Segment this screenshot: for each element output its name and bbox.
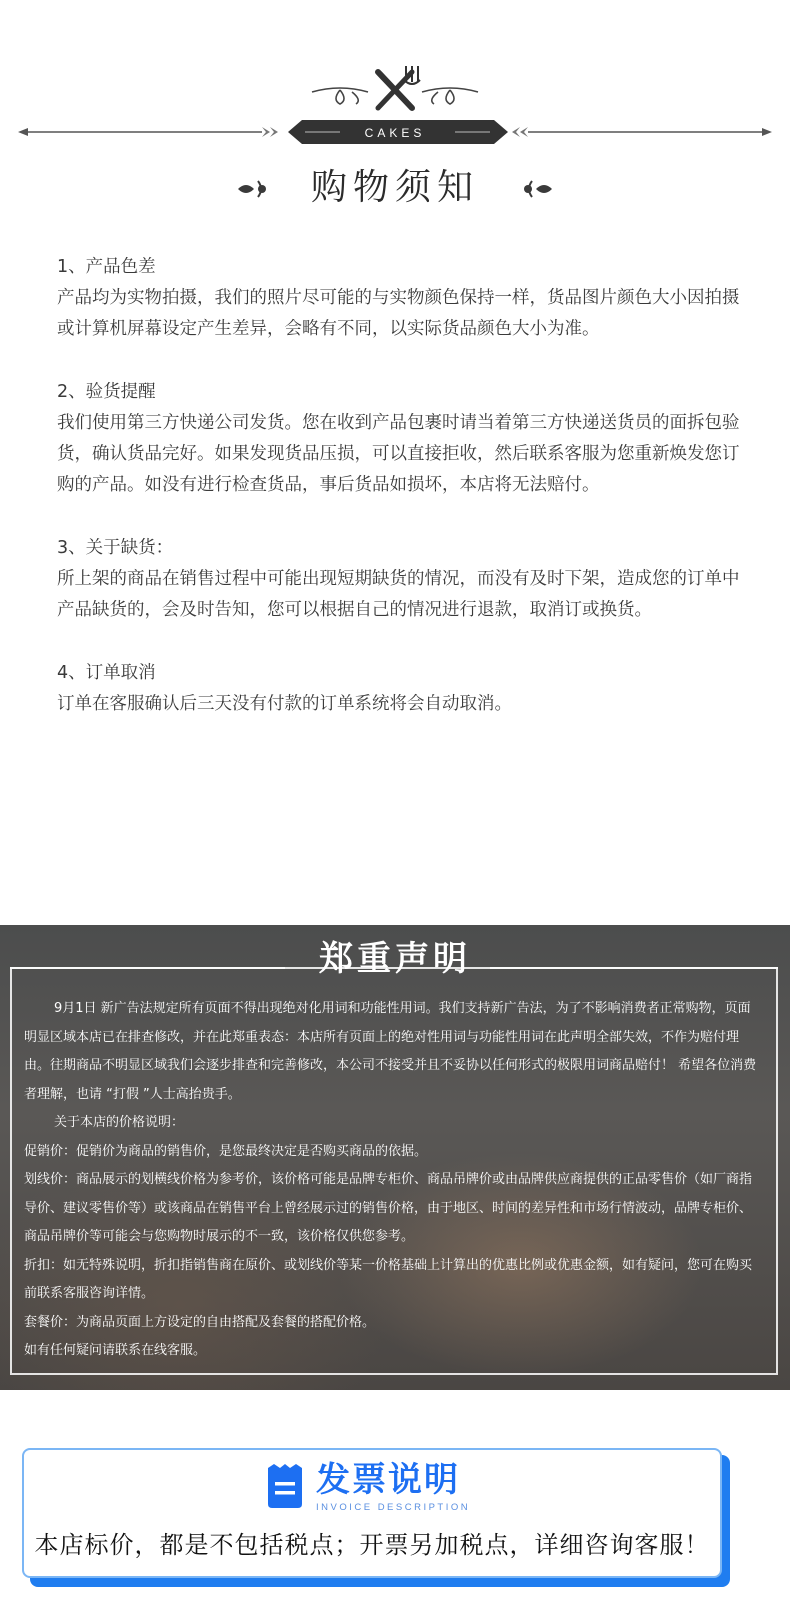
declaration-paragraph: 9月1日 新广告法规定所有页面不得出现绝对化用词和功能性用词。我们支持新广告法，为了不影响消费者正常购物，页面明显区域本店已在排查修改，并在此郑重表态：本店所有页面上的绝对性用词与功能性用词在此声明全部失效，不作为赔付理由。往期商品不明显区域我们会逐步排查和完善修改，本公司不接受并且不妥协以任何形式的极限用词商品赔付！ 希望各位消费者理解，也请 “打假 ”人士高抬贵手。	[24, 1001, 757, 1102]
declaration-paragraph: 折扣：如无特殊说明，折扣指销售商在原价、或划线价等某一价格基础上计算出的优惠比例或优惠金额，如有疑问，您可在购买前联系客服咨询详情。	[24, 1257, 753, 1301]
declaration-panel	[0, 925, 790, 1390]
invoice-subtitle: INVOICE DESCRIPTION	[316, 1502, 471, 1513]
invoice-card	[22, 1448, 722, 1578]
section-heading: 1、产品色差	[57, 257, 156, 277]
declaration-paragraph: 套餐价：为商品页面上方设定的自由搭配及套餐的搭配价格。	[24, 1314, 376, 1330]
invoice-text: 本店标价，都是不包括税点；开票另加税点，详细咨询客服！	[34, 1531, 710, 1559]
declaration-paragraph: 促销价：促销价为商品的销售价，是您最终决定是否购买商品的依据。	[24, 1143, 428, 1159]
header-ornament	[0, 0, 790, 230]
section-body: 订单在客服确认后三天没有付款的订单系统将会自动取消。	[57, 694, 512, 714]
section-heading: 3、关于缺货：	[57, 538, 174, 558]
notice-section-color	[57, 252, 747, 345]
invoice-title: 发票说明	[316, 1460, 460, 1500]
declaration-paragraph: 关于本店的价格说明：	[54, 1115, 185, 1130]
declaration-paragraph: 划线价：商品展示的划横线价格为参考价，该价格可能是品牌专柜价、商品吊牌价或由品牌供应商提供的正品零售价（如厂商指导价、建议零售价等）或该商品在销售平台上曾经展示过的销售价格，由于地区、时间的差异性和市场行情波动，品牌专柜价、商品吊牌价等可能会与您购物时展示的不一致，该价格仅供您参考。	[24, 1172, 753, 1244]
notice-section-stockout	[57, 533, 747, 626]
arrow-line-icon	[512, 127, 772, 137]
fork-knife-icon	[378, 66, 420, 108]
declaration-title: 郑重声明	[319, 939, 471, 979]
declaration-title-wrap	[0, 935, 790, 983]
declaration-paragraph: 如有任何疑问请联系在线客服。	[24, 1343, 207, 1358]
section-heading: 4、订单取消	[57, 663, 156, 683]
shopping-notice	[57, 252, 747, 752]
section-body: 我们使用第三方快递公司发货。您在收到产品包裹时请当着第三方快递送货员的面拆包验货，确认货品完好。如果发现货品压损，可以直接拒收，然后联系客服为您重新焕发您订购的产品。如没有进行检查货品，事后货品如损坏，本店将无法赔付。	[57, 413, 740, 495]
arrow-line-icon	[18, 127, 278, 137]
notice-section-cancel	[57, 658, 747, 720]
invoice-icon	[266, 1464, 304, 1508]
notice-section-inspection	[57, 377, 747, 501]
cakes-badge-label: CAKES	[364, 126, 426, 140]
section-body: 产品均为实物拍摄，我们的照片尽可能的与实物颜色保持一样，货品图片颜色大小因拍摄或计算机屏幕设定产生差异，会略有不同，以实际货品颜色大小为准。	[57, 288, 740, 339]
section-body: 所上架的商品在销售过程中可能出现短期缺货的情况，而没有及时下架，造成您的订单中产品缺货的，会及时告知，您可以根据自己的情况进行退款，取消订或换货。	[57, 569, 740, 620]
page-title: 购物须知	[310, 167, 479, 208]
section-heading: 2、验货提醒	[57, 382, 156, 402]
declaration-text	[24, 995, 759, 1366]
